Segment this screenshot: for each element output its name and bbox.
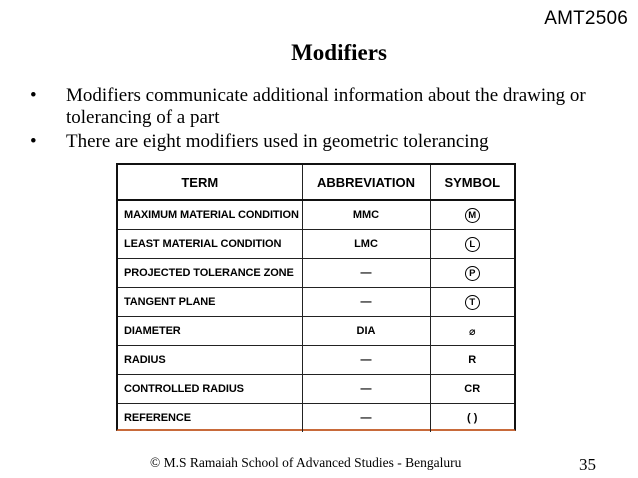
table-row [118,259,514,288]
abbreviation-cell: — [302,404,430,433]
term-cell: REFERENCE [118,404,302,433]
abbreviation-cell: — [302,259,430,288]
term-cell: PROJECTED TOLERANCE ZONE [118,259,302,288]
circled-symbol-icon: P [465,266,480,281]
circled-symbol-icon: L [465,237,480,252]
symbol-cell [430,375,514,404]
term-cell: RADIUS [118,346,302,375]
table-header-row [118,165,514,200]
table-row [118,200,514,230]
table-row [118,346,514,375]
symbol-cell [430,288,514,317]
table-row [118,404,514,433]
term-cell: TANGENT PLANE [118,288,302,317]
bullet-icon: • [30,85,37,106]
bullet-icon: • [30,131,37,152]
header-abbreviation: ABBREVIATION [302,165,430,200]
abbreviation-cell: — [302,346,430,375]
table-row [118,230,514,259]
term-cell: DIAMETER [118,317,302,346]
modifiers-table [116,163,516,431]
symbol-cell [430,346,514,375]
circled-symbol-icon: M [465,208,480,223]
abbreviation-cell: MMC [302,200,430,230]
header-symbol: SYMBOL [430,165,514,200]
abbreviation-cell: LMC [302,230,430,259]
bullet-text: There are eight modifiers used in geometric tolerancing [66,131,489,152]
symbol-text: CR [464,383,481,395]
table-row [118,317,514,346]
symbol-text: ⌀ [468,325,476,338]
table-row [118,375,514,404]
bullet-item [28,131,618,153]
table-row [118,288,514,317]
abbreviation-cell: DIA [302,317,430,346]
bullet-list [28,85,618,155]
abbreviation-cell: — [302,375,430,404]
header-term: TERM [118,165,302,200]
term-cell: MAXIMUM MATERIAL CONDITION [118,200,302,230]
modifiers-table-grid [118,165,514,432]
footer-copyright: © M.S Ramaiah School of Advanced Studies - Bengaluru [150,455,462,470]
symbol-text: ( ) [467,412,478,424]
term-cell: CONTROLLED RADIUS [118,375,302,404]
symbol-cell [430,317,514,346]
bullet-item [28,85,618,129]
term-cell: LEAST MATERIAL CONDITION [118,230,302,259]
circled-symbol-icon: T [465,295,480,310]
symbol-cell [430,404,514,433]
slide-title: Modifiers [291,40,387,65]
course-code: AMT2506 [544,8,628,29]
abbreviation-cell: — [302,288,430,317]
symbol-cell [430,259,514,288]
symbol-cell [430,200,514,230]
bullet-text: Modifiers communicate additional information about the drawing or tolerancing of a part [66,85,586,128]
page-number: 35 [579,455,596,474]
symbol-cell [430,230,514,259]
symbol-text: R [468,354,477,366]
